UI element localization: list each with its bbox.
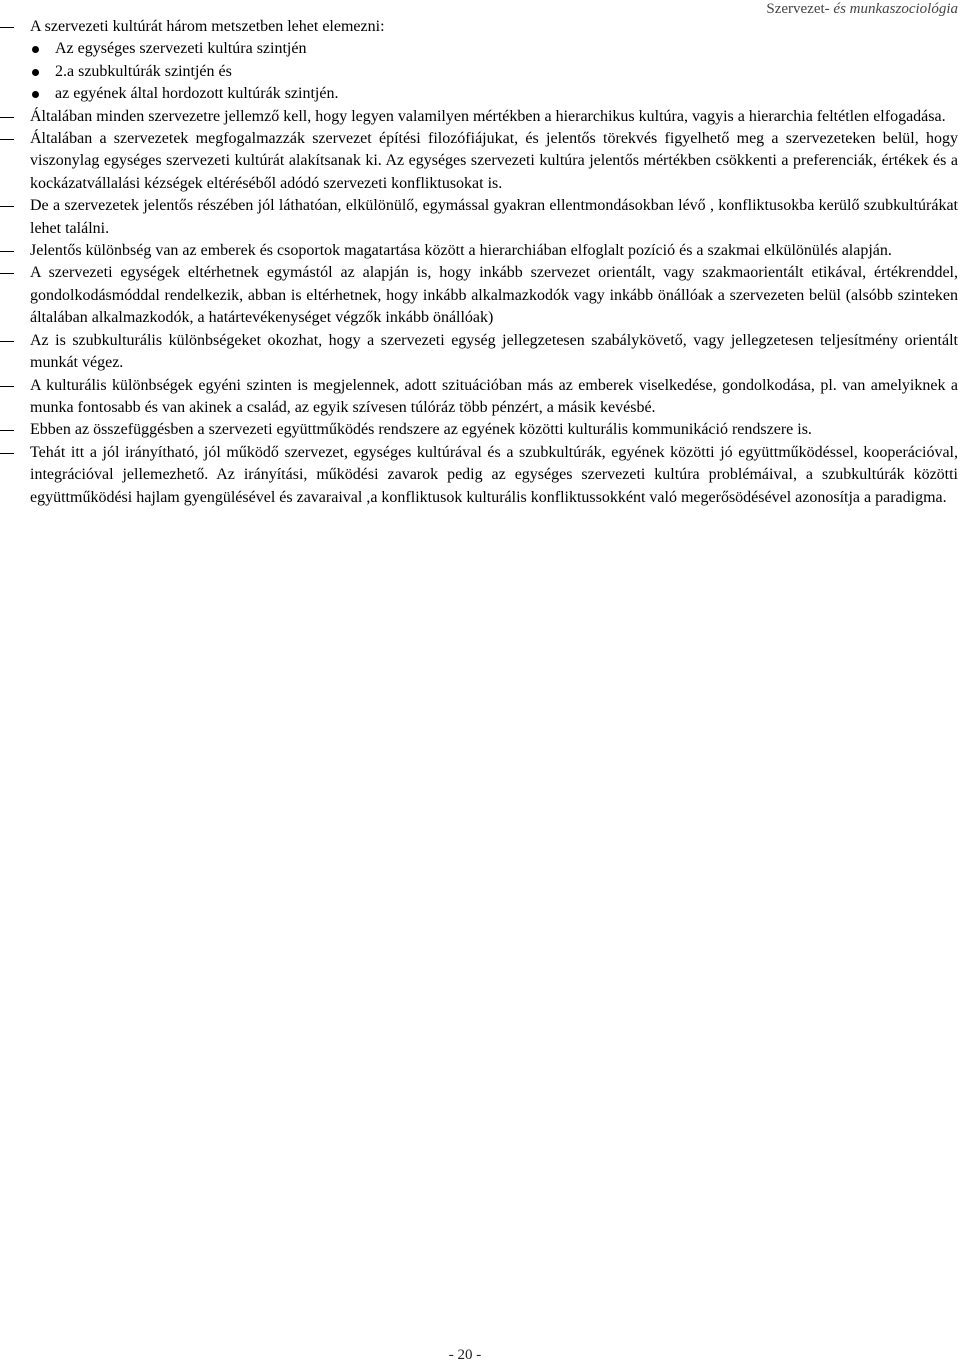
bullet-list bbox=[0, 38, 958, 105]
dash-bullet-icon bbox=[0, 117, 14, 118]
paragraph-text: Tehát itt a jól irányítható, jól működő szervezet, egységes kultúrával és a szubkultúrák, egyének közötti jó együttműködéssel, kooperációval, integrációval jellemezhető. Az irányítási, működési zavarok pedig az egységes szervezeti kultúra problémáival, a szubkultúrák közötti együttműködési hajlam gyengülésével és zavaraival ,a konfliktusok kulturális konfliktussokként való megerősödésével azonosítja a paradigma. bbox=[30, 443, 958, 506]
list-item bbox=[0, 106, 958, 128]
list-item bbox=[0, 195, 958, 240]
paragraph-text: Az is szubkulturális különbségeket okozhat, hogy a szervezeti egység jellegzetesen szabálykövető, vagy jellegzetesen teljesítmény orientált munkát végez. bbox=[30, 331, 958, 372]
paragraph-text: A kulturális különbségek egyéni szinten is megjelennek, adott szituációban más az emberek viselkedése, gondolkodása, pl. van amelyiknek a munka fontosabb és van akinek a család, az egyik szívesen túlóráz több pénzért, a másik kevésbé. bbox=[30, 376, 958, 416]
list-item bbox=[0, 375, 958, 420]
dash-bullet-icon bbox=[0, 341, 14, 342]
bullet-dot-icon bbox=[32, 91, 39, 98]
header-title-part1: Szervezet- bbox=[766, 1, 834, 17]
list-item bbox=[0, 128, 958, 195]
list-item bbox=[0, 419, 958, 441]
list-item bbox=[0, 330, 958, 375]
dash-bullet-icon bbox=[0, 386, 14, 387]
paragraph-text: Ebben az összefüggésben a szervezeti együttműködés rendszere az egyének közötti kulturális kommunikáció rendszere is. bbox=[30, 421, 812, 439]
document-body bbox=[0, 16, 958, 509]
bullet-dot-icon bbox=[32, 69, 39, 76]
bullet-item bbox=[0, 83, 958, 105]
list-item-intro bbox=[0, 16, 958, 38]
list-item bbox=[0, 262, 958, 329]
dash-bullet-icon bbox=[0, 430, 14, 431]
paragraph-text: Általában minden szervezetre jellemző kell, hogy legyen valamilyen mértékben a hierarchikus kultúra, vagyis a hierarchia feltétlen elfogadása. bbox=[30, 107, 946, 125]
paragraph-text: A szervezeti egységek eltérhetnek egymástól az alapján is, hogy inkább szervezet orientált, vagy szakmaorientált etikával, értékrenddel, gondolkodásmóddal rendelkezik, abban is eltérhetnek, hogy inkább alkalmazkodók vagy inkább önállóak a szervezeten belül (alsóbb szinteken általában alkalmazkodók, a határtevékenységet végzők inkább önállóak) bbox=[30, 264, 958, 327]
dash-bullet-icon bbox=[0, 273, 14, 274]
dash-bullet-icon bbox=[0, 206, 14, 207]
dash-bullet-icon bbox=[0, 27, 14, 28]
bullet-text: az egyének által hordozott kultúrák szintjén. bbox=[55, 85, 339, 103]
header-title-part2: és munkaszociológia bbox=[833, 1, 958, 17]
paragraph-text: De a szervezetek jelentős részében jól láthatóan, elkülönülő, egymással gyakran ellentmondásokban lévő , konfliktusokba kerülő szubkultúrákat lehet találni. bbox=[30, 197, 958, 237]
bullet-item bbox=[0, 61, 958, 83]
dash-bullet-icon bbox=[0, 251, 14, 252]
list-item bbox=[0, 240, 958, 262]
bullet-text: 2.a szubkultúrák szintjén és bbox=[55, 62, 232, 80]
bullet-item bbox=[0, 38, 958, 60]
dash-bullet-icon bbox=[0, 453, 14, 454]
paragraph-text: Jelentős különbség van az emberek és csoportok magatartása között a hierarchiában elfoglalt pozíció és a szakmai elkülönülés alapján. bbox=[30, 242, 892, 260]
bullet-text: Az egységes szervezeti kultúra szintjén bbox=[55, 40, 307, 58]
paragraph-text: Általában a szervezetek megfogalmazzák szervezet építési filozófiájukat, és jelentős törekvés figyelhető meg a szervezeteken belül, hogy viszonylag egységes szervezeti kultúrát alakítsanak ki. Az egységes szervezeti kultúra jelentős mértékben csökkenti a preferenciák, értékek és a kockázatvállalási kézségek eltéréséből adódó szervezeti konfliktusokat is. bbox=[30, 130, 958, 192]
bullet-dot-icon bbox=[32, 46, 39, 53]
list-item bbox=[0, 442, 958, 509]
dash-bullet-icon bbox=[0, 139, 14, 140]
intro-text: A szervezeti kultúrát három metszetben lehet elemezni: bbox=[30, 18, 385, 35]
page-number: - 20 - bbox=[448, 1347, 482, 1363]
